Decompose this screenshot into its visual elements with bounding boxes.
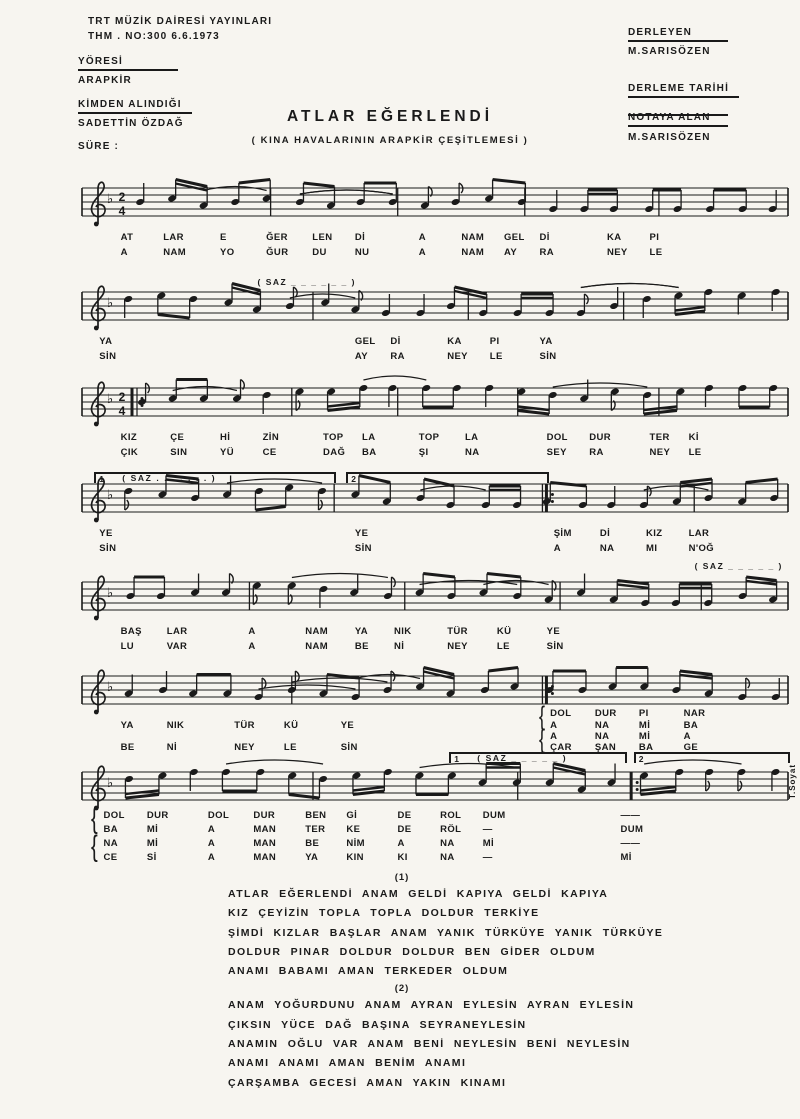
lyric-syllable: PI: [649, 232, 660, 243]
lyric-syllable: YA: [305, 852, 319, 863]
lyric-syllable: RA: [539, 247, 555, 258]
staff-system-5: [80, 561, 790, 666]
verse-line: DOLDUR PINAR DOLDUR DOLDUR BEN GİDER OLDUM: [228, 945, 596, 958]
lyric-syllable: ĞER: [266, 232, 288, 243]
lyric-syllable: Mİ: [638, 731, 651, 742]
key-signature-flat: ♭: [107, 392, 114, 407]
lyric-syllable: Mİ: [482, 838, 495, 849]
verse-line: ÇARŞAMBA GECESİ AMAN YAKIN KINAMI: [228, 1076, 507, 1089]
field-value-derleyen: M.SARISÖZEN: [628, 46, 711, 57]
treble-clef-icon: [92, 382, 106, 426]
svg-text:4: 4: [118, 204, 126, 218]
lyric-syllable: SİN: [354, 543, 372, 554]
lyric-brace: {: [91, 829, 99, 863]
lyric-syllable: DUM: [620, 824, 644, 835]
verses-block: [228, 872, 728, 1093]
saz-annotation: ( SAZ _ _ _ _ _ ): [694, 561, 783, 571]
lyric-syllable: GE: [683, 742, 699, 753]
lyric-syllable: Mİ: [638, 720, 651, 731]
lyric-syllable: KI: [397, 852, 408, 863]
lyric-syllable: RÖL: [440, 824, 462, 835]
lyric-syllable: RA: [589, 447, 604, 458]
staff-lines: [80, 280, 790, 336]
lyric-syllable: LA: [464, 432, 479, 443]
lyric-syllable: NA: [440, 852, 455, 863]
lyric-syllable: YE: [340, 720, 355, 731]
staff-lines: [80, 570, 790, 626]
volta-number: 2: [638, 754, 644, 764]
lyric-syllable: AT: [120, 232, 134, 243]
volta-number: 1: [99, 474, 104, 484]
volta-number: 2: [351, 474, 356, 484]
field-label-notaya-alan: NOTAYA ALAN: [628, 112, 728, 127]
lyric-syllable: KIN: [346, 852, 364, 863]
lyric-syllable: NAR: [683, 708, 706, 719]
lyric-syllable: A: [120, 247, 128, 258]
field-value-kimden-alindigi: SADETTİN ÖZDAĞ: [78, 118, 184, 129]
verse-line: ANAMIN OĞLU VAR ANAM BENİ NEYLESİN BENİ NEYLESİN: [228, 1038, 631, 1051]
staff-lines: [80, 376, 790, 432]
lyric-syllable: TÜR: [447, 626, 468, 637]
key-signature-flat: ♭: [107, 776, 114, 791]
treble-clef-icon: [92, 478, 106, 522]
volta-bracket: [449, 752, 627, 763]
lyric-syllable: DUR: [146, 810, 169, 821]
lyric-syllable: NEY: [447, 351, 468, 362]
song-title: ATLAR EĞERLENDİ: [286, 108, 494, 125]
verse-line: ANAM YOĞURDUNU ANAM AYRAN EYLESİN AYRAN EYLESİN: [228, 999, 635, 1012]
treble-clef-icon: [92, 670, 106, 714]
lyric-syllable: KÜ: [496, 626, 512, 637]
verse-1-label: (1): [394, 872, 410, 883]
key-signature-flat: ♭: [107, 488, 114, 503]
lyric-syllable: NEY: [447, 641, 468, 652]
lyric-syllable: NA: [594, 731, 610, 742]
treble-clef-icon: [92, 182, 106, 226]
lyric-syllable: BA: [103, 824, 119, 835]
key-signature-flat: ♭: [107, 192, 114, 207]
lyric-syllable: LA: [362, 432, 376, 443]
staff-system-3: [80, 376, 790, 474]
lyric-syllable: Hİ: [220, 432, 231, 443]
lyric-syllable: CE: [103, 852, 118, 863]
lyric-syllable: NAM: [305, 641, 329, 652]
lyric-syllable: A: [248, 641, 256, 652]
lyric-syllable: A: [207, 852, 216, 863]
lyric-syllable: NU: [354, 247, 370, 258]
lyric-syllable: ŞI: [418, 447, 429, 458]
lyric-syllable: YE: [354, 528, 369, 539]
lyric-syllable: Sİ: [146, 852, 157, 863]
lyric-brace: {: [538, 724, 545, 755]
lyric-syllable: KIZ: [646, 528, 663, 539]
lyric-syllable: NA: [464, 447, 480, 458]
key-signature-flat: ♭: [107, 680, 114, 695]
lyric-syllable: DU: [312, 247, 327, 258]
lyric-brace: {: [538, 701, 545, 732]
lyric-syllable: RA: [390, 351, 405, 362]
lyric-syllable: ZİN: [262, 432, 280, 443]
lyric-syllable: DE: [397, 824, 412, 835]
key-signature-flat: ♭: [107, 296, 114, 311]
lyric-syllable: LE: [688, 447, 702, 458]
lyric-syllable: SIN: [170, 447, 188, 458]
lyric-syllable: KÜ: [283, 720, 299, 731]
lyric-syllable: MI: [646, 543, 658, 554]
verse-2: [228, 996, 728, 1092]
saz-annotation: ( SAZ . . . . . . . ): [122, 473, 217, 483]
volta-bracket: [634, 752, 791, 763]
saz-annotation: ( SAZ _ _ _ _ _ _ ): [257, 277, 356, 287]
lyric-syllable: DUR: [589, 432, 611, 443]
engraver-signature: T.Soyat: [788, 764, 797, 800]
lyric-brace: {: [91, 801, 99, 835]
staff-system-1: [80, 176, 790, 274]
lyric-syllable: KIZ: [120, 432, 138, 443]
volta-bracket: [94, 472, 336, 483]
lyric-syllable: LAR: [163, 232, 184, 243]
lyric-syllable: A: [683, 731, 691, 742]
lyric-syllable: Mİ: [146, 824, 159, 835]
lyric-syllable: LAR: [688, 528, 710, 539]
catalog-number: THM . NO:300 6.6.1973: [88, 31, 220, 42]
lyric-syllable: A: [550, 720, 558, 731]
lyric-syllable: NAM: [461, 232, 485, 243]
field-label-sure: SÜRE :: [78, 141, 120, 152]
lyric-syllable: NAM: [305, 626, 329, 637]
lyric-syllable: Nİ: [166, 742, 178, 753]
lyric-syllable: PI: [489, 336, 500, 347]
staff-system-4: [80, 472, 790, 572]
staff-system-6: [80, 664, 790, 762]
treble-clef-icon: [92, 286, 106, 330]
song-subtitle: ( KINA HAVALARININ ARAPKİR ÇEŞİTLEMESİ ): [251, 135, 529, 146]
saz-annotation: ( SAZ _ _ _ _ _ ): [477, 753, 568, 763]
field-label-yoresi: YÖRESİ: [78, 56, 178, 71]
verse-line: ANAMI BABAMI AMAN TERKEDER OLDUM: [228, 965, 509, 978]
lyric-syllable: SİN: [546, 641, 564, 652]
lyric-syllable: BE: [305, 838, 320, 849]
lyric-syllable: BA: [683, 720, 699, 731]
lyric-syllable: N'OĞ: [688, 543, 715, 554]
svg-text:2: 2: [118, 390, 126, 404]
lyric-syllable: NEY: [606, 247, 628, 258]
lyric-syllable: DAĞ: [322, 447, 346, 458]
lyric-syllable: ĞUR: [266, 247, 289, 258]
lyric-syllable: NA: [103, 838, 119, 849]
lyric-syllable: ŞAN: [594, 742, 617, 753]
lyric-syllable: Kİ: [688, 432, 699, 443]
lyric-syllable: PI: [638, 708, 649, 719]
lyric-syllable: MAN: [253, 838, 277, 849]
lyric-syllable: BAŞ: [120, 626, 142, 637]
lyric-syllable: A: [550, 731, 558, 742]
lyric-syllable: YA: [539, 336, 553, 347]
lyric-syllable: DUR: [594, 708, 617, 719]
lyric-syllable: Dİ: [599, 528, 611, 539]
lyric-syllable: ROL: [440, 810, 462, 821]
staff-system-2: [80, 277, 790, 378]
lyric-syllable: DOL: [103, 810, 125, 821]
lyric-syllable: NEY: [234, 742, 255, 753]
lyric-syllable: ÇIK: [120, 447, 139, 458]
lyric-syllable: CE: [262, 447, 277, 458]
lyric-syllable: DOL: [550, 708, 572, 719]
lyric-syllable: NAM: [163, 247, 187, 258]
lyric-syllable: LE: [496, 641, 510, 652]
lyric-syllable: ŞİM: [553, 528, 572, 539]
lyric-syllable: DOL: [207, 810, 230, 821]
lyric-syllable: LAR: [166, 626, 188, 637]
lyric-syllable: SİN: [340, 742, 358, 753]
verse-line: ANAMI ANAMI AMAN BENİM ANAMI: [228, 1057, 467, 1070]
verse-line: KIZ ÇEYİZİN TOPLA TOPLA DOLDUR TERKİYE: [228, 907, 540, 920]
staff-lines: [80, 176, 790, 232]
verse-line: ATLAR EĞERLENDİ ANAM GELDİ KAPIYA GELDİ KAPIYA: [228, 888, 609, 900]
lyric-syllable: —: [482, 852, 493, 863]
lyric-syllable: SEY: [546, 447, 567, 458]
lyric-syllable: NA: [440, 838, 455, 849]
lyric-syllable: YE: [546, 626, 561, 637]
lyric-syllable: DOL: [546, 432, 568, 443]
lyric-syllable: Dİ: [390, 336, 401, 347]
lyric-syllable: NAM: [461, 247, 485, 258]
lyric-syllable: TER: [649, 432, 670, 443]
lyric-syllable: Nİ: [393, 641, 405, 652]
lyric-syllable: NIK: [166, 720, 185, 731]
lyric-syllable: DUR: [253, 810, 276, 821]
lyric-syllable: DUM: [482, 810, 506, 821]
lyric-syllable: YO: [220, 247, 235, 258]
lyric-syllable: Dİ: [539, 232, 550, 243]
lyric-syllable: KA: [606, 232, 622, 243]
lyric-syllable: TOP: [322, 432, 344, 443]
lyric-syllable: ÇAR: [550, 742, 572, 753]
lyric-syllable: MAN: [253, 824, 277, 835]
lyric-syllable: NA: [594, 720, 610, 731]
lyric-syllable: —: [482, 824, 493, 835]
lyric-syllable: TOP: [418, 432, 440, 443]
lyric-syllable: KA: [447, 336, 462, 347]
lyric-syllable: LE: [649, 247, 663, 258]
lyric-syllable: ——: [620, 838, 641, 849]
volta-bracket: [346, 472, 549, 483]
lyric-syllable: GEL: [354, 336, 376, 347]
volta-number: 1: [454, 754, 459, 764]
verse-2-label: (2): [394, 983, 410, 995]
lyric-syllable: AY: [354, 351, 369, 362]
lyric-syllable: A: [553, 543, 561, 554]
lyric-syllable: ——: [620, 810, 641, 821]
lyric-syllable: NIK: [393, 626, 412, 637]
svg-text:4: 4: [118, 404, 126, 418]
lyric-syllable: BA: [362, 447, 377, 458]
lyric-syllable: LE: [489, 351, 503, 362]
lyric-syllable: A: [207, 824, 216, 835]
lyric-syllable: YÜ: [220, 447, 234, 458]
lyric-syllable: NİM: [346, 838, 365, 849]
verse-1: [228, 885, 728, 981]
lyric-syllable: LEN: [312, 232, 333, 243]
lyric-syllable: BE: [354, 641, 369, 652]
lyric-syllable: TER: [305, 824, 326, 835]
field-label-derleme-tarihi: DERLEME TARİHİ: [628, 83, 739, 98]
lyric-syllable: ÇE: [170, 432, 185, 443]
lyric-syllable: BEN: [305, 810, 327, 821]
lyric-syllable: A: [397, 838, 405, 849]
lyric-syllable: LE: [283, 742, 297, 753]
field-value-notaya-alan: M.SARISÖZEN: [628, 132, 711, 143]
lyric-syllable: A: [418, 232, 427, 243]
svg-text:2: 2: [118, 190, 126, 204]
lyric-syllable: Mİ: [146, 838, 159, 849]
lyric-syllable: TÜR: [234, 720, 255, 731]
publisher-line: TRT MÜZİK DAİRESİ YAYINLARI: [88, 16, 273, 27]
lyric-syllable: E: [220, 232, 227, 243]
lyric-syllable: Gİ: [346, 810, 358, 821]
staff-lines: [80, 760, 790, 816]
lyric-syllable: YE: [99, 528, 113, 539]
lyric-syllable: YA: [99, 336, 113, 347]
staff-system-7: [80, 753, 790, 888]
lyric-syllable: BE: [120, 742, 135, 753]
verse-line: ŞİMDİ KIZLAR BAŞLAR ANAM YANIK TÜRKÜYE YANIK TÜRKÜYE: [228, 926, 664, 939]
lyric-syllable: AY: [504, 247, 518, 258]
key-signature-flat: ♭: [107, 586, 114, 601]
lyric-syllable: VAR: [166, 641, 188, 652]
lyric-syllable: LU: [120, 641, 135, 652]
lyric-syllable: YA: [354, 626, 369, 637]
lyric-syllable: SİN: [539, 351, 557, 362]
field-label-kimden-alindigi: KİMDEN ALINDIĞI: [78, 99, 192, 114]
lyric-syllable: A: [418, 247, 427, 258]
lyric-syllable: NA: [599, 543, 615, 554]
lyric-syllable: DE: [397, 810, 412, 821]
lyric-syllable: GEL: [504, 232, 525, 243]
lyric-syllable: BA: [638, 742, 654, 753]
lyric-syllable: MAN: [253, 852, 277, 863]
lyric-syllable: SİN: [99, 351, 117, 362]
field-value-yoresi: ARAPKİR: [78, 75, 132, 86]
lyric-syllable: A: [248, 626, 256, 637]
field-label-derleyen: DERLEYEN: [628, 27, 728, 42]
lyric-syllable: A: [207, 838, 216, 849]
verse-line: ÇIKSIN YÜCE DAĞ BAŞINA SEYRANEYLESİN: [228, 1018, 527, 1031]
lyric-syllable: SİN: [99, 543, 117, 554]
treble-clef-icon: [92, 576, 106, 620]
lyric-syllable: KE: [346, 824, 361, 835]
lyric-syllable: Mİ: [620, 852, 632, 863]
lyric-syllable: YA: [120, 720, 134, 731]
lyric-syllable: Dİ: [354, 232, 366, 243]
lyric-syllable: NEY: [649, 447, 671, 458]
